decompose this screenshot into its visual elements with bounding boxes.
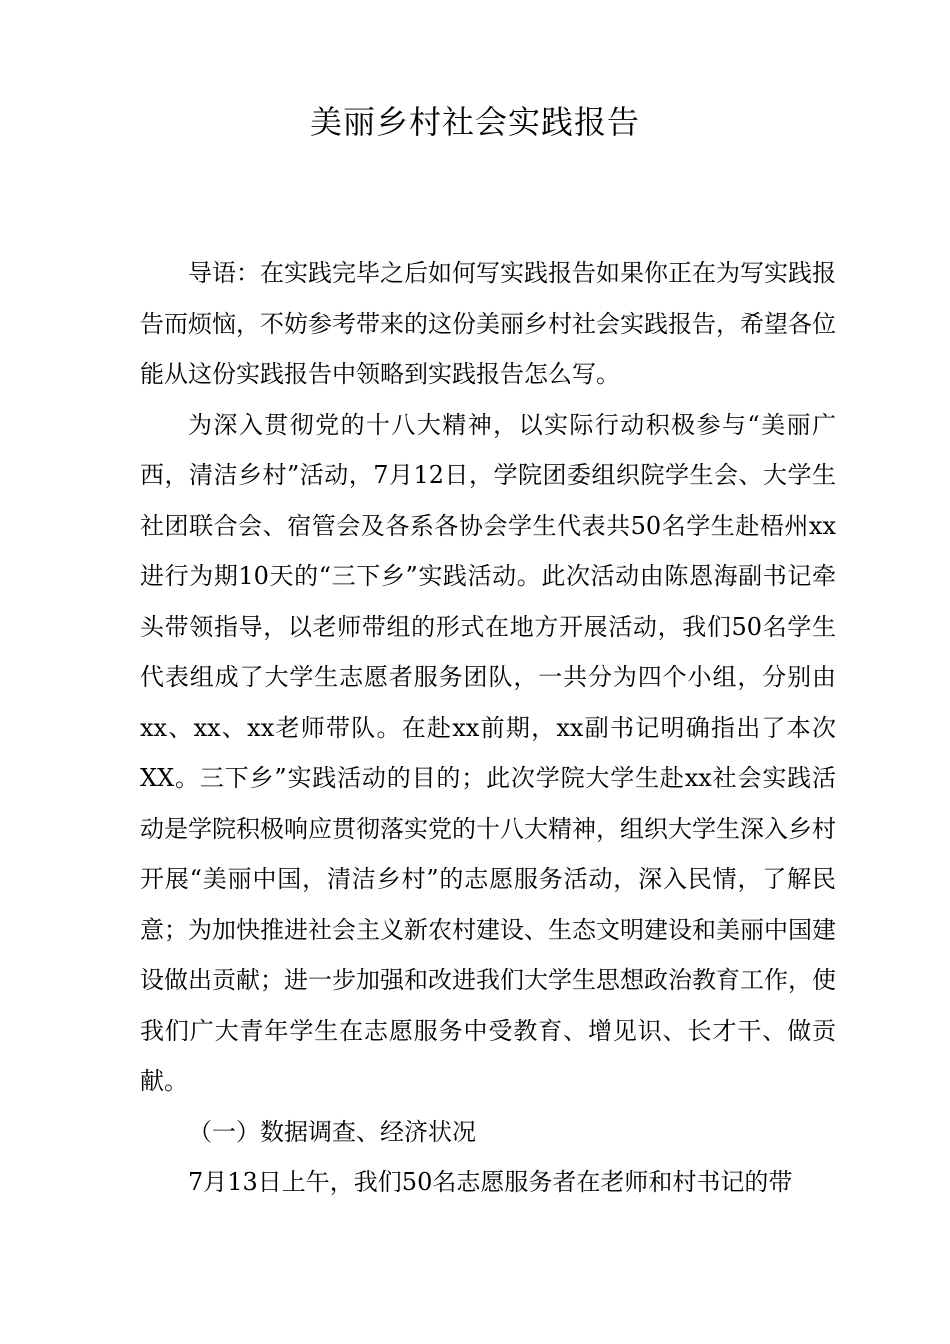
- section-heading: （一）数据调查、经济状况: [188, 1117, 476, 1146]
- document-title: 美丽乡村社会实践报告: [309, 103, 640, 141]
- paragraph-main: 为深入贯彻党的十八大精神，以实际行动积极参与“美丽广西，清洁乡村”活动，7月12日，学院团委组织院学生会、大学生社团联合会、宿管会及各系各协会学生代表共50名学生赴梧州xx进行为期10天的“三下乡”实践活动。此次活动由陈恩海副书记牵头带领指导，以老师带组的形式在地方开展活动，我们50名学生代表组成了大学生志愿者服务团队，一共分为四个小组，分别由xx、xx、xx老师带队。在赴xx前期，xx副书记明确指出了本次XX。三下乡”实践活动的目的；此次学院大学生赴xx社会实践活动是学院积极响应贯彻落实党的十八大精神，组织大学生深入乡村开展“美丽中国，清洁乡村”的志愿服务活动，深入民情，了解民意；为加快推进社会主义新农村建设、生态文明建设和美丽中国建设做出贡献；进一步加强和改进我们大学生思想政治教育工作，使我们广大青年学生在志愿服务中受教育、增见识、长才干、做贡献。: [140, 410, 836, 1095]
- paragraph-continued: 7月13日上午，我们50名志愿服务者在老师和村书记的带: [188, 1168, 793, 1196]
- paragraph-intro: 导语：在实践完毕之后如何写实践报告如果你正在为写实践报告而烦恼，不妨参考带来的这份美丽乡村社会实践报告，希望各位能从这份实践报告中领略到实践报告怎么写。: [140, 259, 836, 388]
- document-body: [140, 248, 836, 1208]
